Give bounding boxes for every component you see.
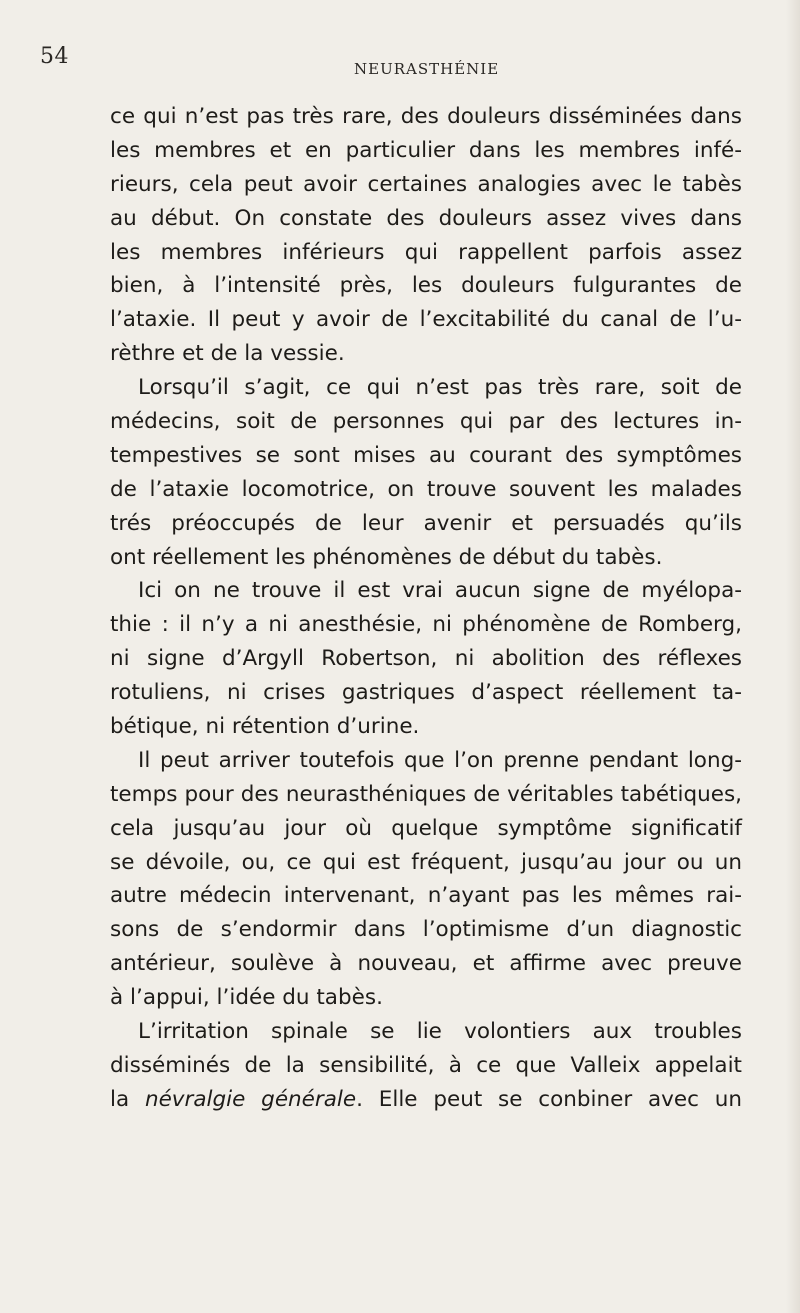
text-line: rotuliens, ni crises gastriques d’aspect réellement ta- [110,680,742,706]
text-line: tempestives se sont mises au courant des symptômes [110,442,742,468]
text-line: bien, à l’intensité près, les douleurs fulgurantes de [110,273,742,299]
text-line: bétique, ni rétention d’urine. [110,714,420,740]
text-line: L’irritation spinale se lie volontiers aux troubles [138,1019,742,1045]
text-line: trés préoccupés de leur avenir et persuadés qu’ils [110,510,742,536]
text-line: ce qui n’est pas très rare, des douleurs disséminées dans [110,104,742,129]
final-line-end: . Elle peut se conbiner avec un [356,1086,742,1112]
text-line: Ici on ne trouve il est vrai aucun signe de myélopa- [138,578,742,604]
text-line: l’ataxie. Il peut y avoir de l’excitabilité du canal de l’u- [110,307,742,333]
text-line: les membres et en particulier dans les membres infé- [110,137,742,163]
text-line: les membres inférieurs qui rappellent parfois assez [110,239,742,265]
text-line: médecins, soit de personnes qui par des lectures in- [110,409,742,435]
text-line: se dévoile, ou, ce qui est fréquent, jusqu’au jour ou un [110,849,742,875]
italic-term: névralgie générale [144,1086,357,1112]
text-line: sons de s’endormir dans l’optimisme d’un diagnostic [110,917,742,943]
text-line: thie : il n’y a ni anesthésie, ni phénomène de Romberg, [110,612,742,638]
text-line: Lorsqu’il s’agit, ce qui n’est pas très rare, soit de [138,375,742,401]
text-line: à l’appui, l’idée du tabès. [110,985,383,1011]
text-line: rèthre et de la vessie. [110,341,345,367]
running-title: NEURASTHÉNIE [354,60,500,78]
body-text [110,100,742,1117]
final-line-start: la [110,1086,145,1112]
text-line: ni signe d’Argyll Robertson, ni abolition des réflexes [110,646,742,672]
text-line: de l’ataxie locomotrice, on trouve souvent les malades [110,476,742,502]
text-line: autre médecin intervenant, n’ayant pas les mêmes rai- [110,883,742,909]
text-line-final [110,1083,742,1117]
text-line: disséminés de la sensibilité, à ce que Valleix appelait [110,1052,742,1078]
page-edge-shadow [786,0,800,1313]
text-line: rieurs, cela peut avoir certaines analogies avec le tabès [110,171,742,197]
text-line: antérieur, soulève à nouveau, et affirme avec preuve [110,951,742,977]
text-line: Il peut arriver toutefois que l’on prenne pendant long- [138,747,742,773]
text-line: au début. On constate des douleurs assez vives dans [110,205,742,231]
text-line: temps pour des neurasthéniques de véritables tabétiques, [110,781,742,807]
text-line: cela jusqu’au jour où quelque symptôme significatif [110,815,742,841]
text-line: ont réellement les phénomènes de début du tabès. [110,544,663,570]
page-number: 54 [40,44,69,69]
